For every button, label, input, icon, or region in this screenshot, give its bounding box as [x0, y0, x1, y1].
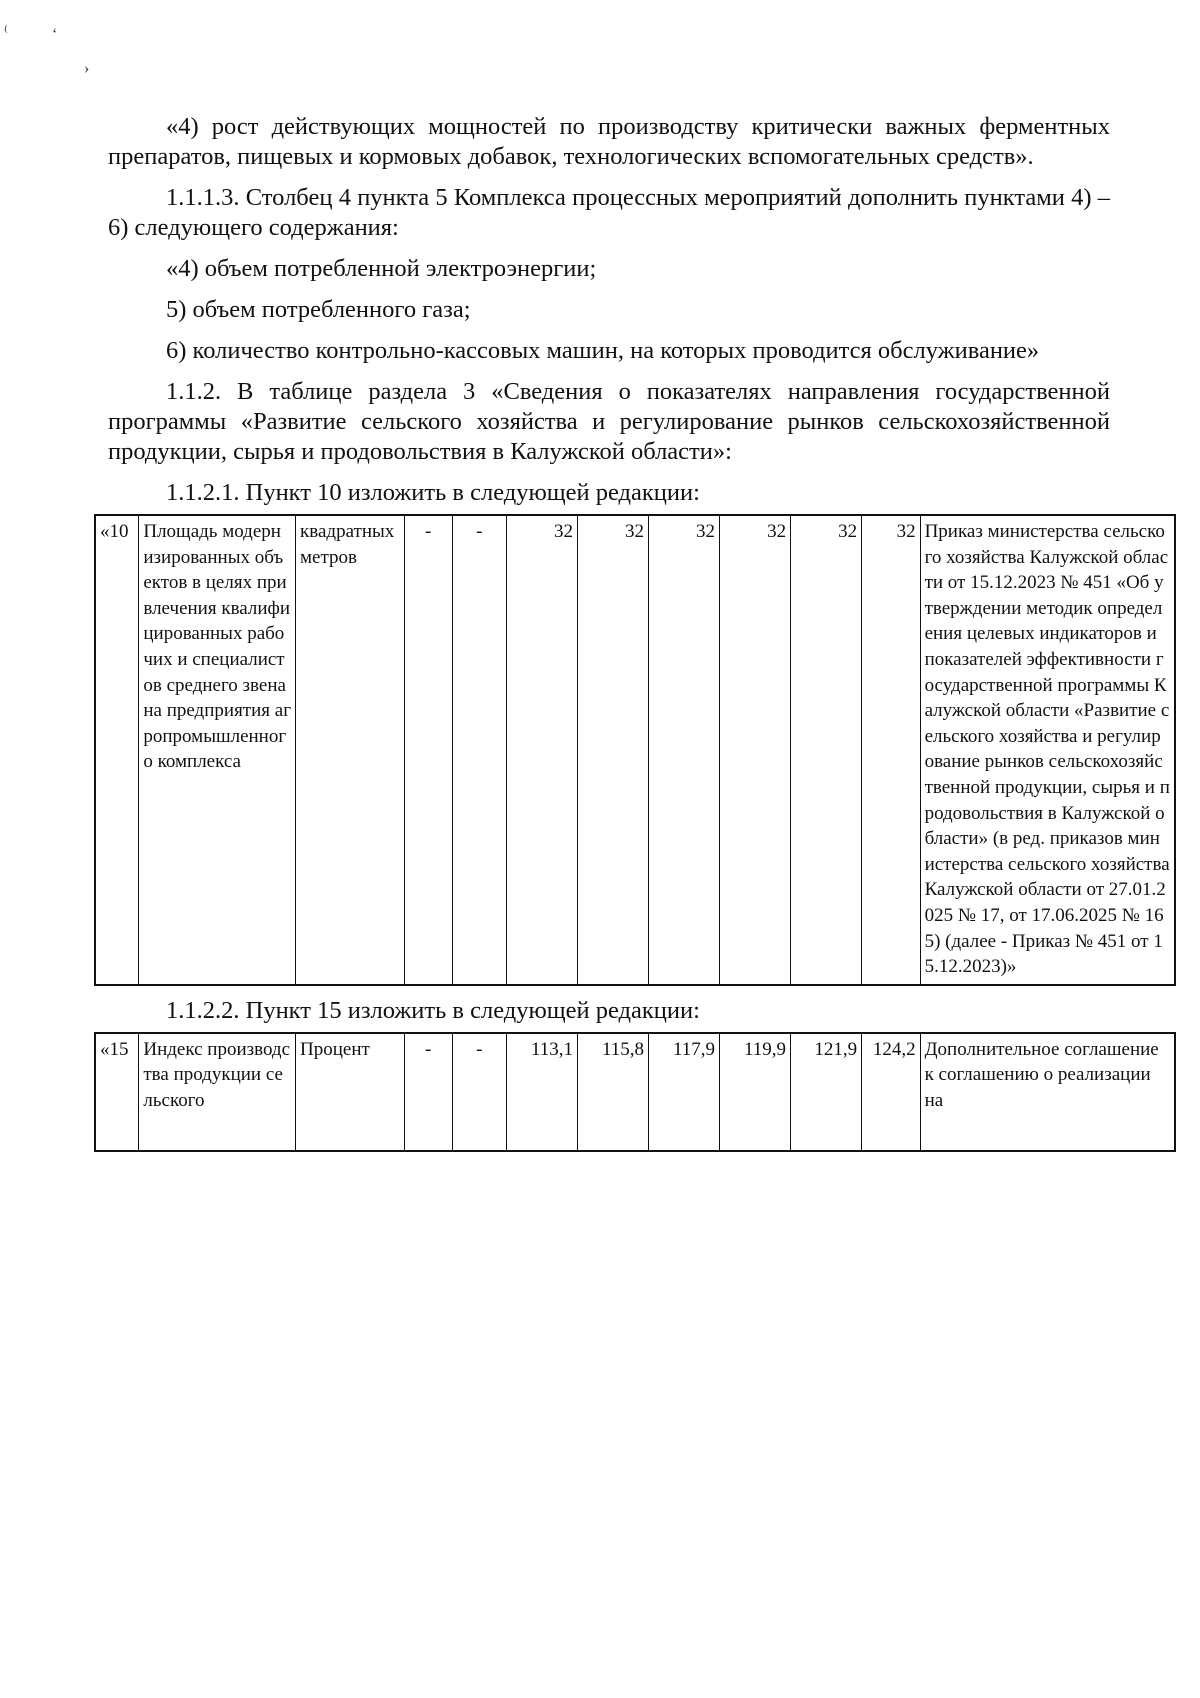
- indicator-name: Индекс производства продукции сельского: [139, 1033, 296, 1151]
- document-page: [100, 112, 1170, 1152]
- table-caption: 1.1.2.1. Пункт 10 изложить в следующей редакции:: [166, 479, 700, 506]
- value-cell: 32: [578, 515, 649, 985]
- value-cell: 115,8: [578, 1033, 649, 1151]
- value-cell: 117,9: [649, 1033, 720, 1151]
- table-caption: 1.1.2.2. Пункт 15 изложить в следующей редакции:: [166, 996, 700, 1024]
- indicator-table-10: [94, 514, 1176, 986]
- paragraph: 1.1.1.3. Столбец 4 пункта 5 Комплекса процессных мероприятий дополнить пунктами 4) – 6) следующего содержания:: [108, 184, 1110, 241]
- paragraph: «4) объем потребленной электроэнергии;: [166, 255, 597, 282]
- value-cell: 119,9: [720, 1033, 791, 1151]
- source-document-cell: Дополнительное соглашение к соглашению о реализации на: [920, 1033, 1175, 1151]
- row-number: «15: [95, 1033, 139, 1151]
- paragraph: «4) рост действующих мощностей по производству критически важных ферментных препаратов, пищевых и кормовых добавок, технологических вспомогательных средств».: [108, 113, 1110, 170]
- margin-tick: ›: [84, 60, 90, 77]
- value-cell: 32: [791, 515, 862, 985]
- indicator-table-15: [94, 1032, 1176, 1152]
- value-cell: 32: [507, 515, 578, 985]
- unit-cell: Процент: [296, 1033, 405, 1151]
- value-cell: 124,2: [862, 1033, 920, 1151]
- value-cell: -: [404, 1033, 452, 1151]
- paragraph: 5) объем потребленного газа;: [166, 296, 471, 323]
- value-cell: 32: [862, 515, 920, 985]
- value-cell: 32: [649, 515, 720, 985]
- row-number: «10: [95, 515, 139, 985]
- table-row: [95, 515, 1175, 985]
- value-cell: -: [452, 1033, 506, 1151]
- margin-tick: ʻ: [52, 26, 58, 43]
- value-cell: 121,9: [791, 1033, 862, 1151]
- value-cell: -: [404, 515, 452, 985]
- indicator-name: Площадь модернизированных объектов в целях привлечения квалифицированных рабочих и специалистов среднего звена на предприятия агропромышленного комплекса: [139, 515, 296, 985]
- table-row: [95, 1033, 1175, 1151]
- value-cell: 32: [720, 515, 791, 985]
- paragraph: 6) количество контрольно-кассовых машин, на которых проводится обслуживание»: [166, 337, 1040, 364]
- value-cell: -: [452, 515, 506, 985]
- paragraph: 1.1.2. В таблице раздела 3 «Сведения о показателях направления государственной программы «Развитие сельского хозяйства и регулирование рынков сельскохозяйственной продукции, сырья и продовольствия в Калужской области»:: [108, 378, 1110, 465]
- value-cell: 113,1: [507, 1033, 578, 1151]
- margin-tick: ⁽: [4, 24, 8, 41]
- unit-cell: квадратных метров: [296, 515, 405, 985]
- source-document-cell: Приказ министерства сельского хозяйства Калужской области от 15.12.2023 № 451 «Об утверждении методик определения целевых индикаторов и показателей эффективности государственной программы Калужской области «Развитие сельского хозяйства и регулирование рынков сельскохозяйственной продукции, сырья и продовольствия в Калужской области» (в ред. приказов министерства сельского хозяйства Калужской области от 27.01.2025 № 17, от 17.06.2025 № 165) (далее - Приказ № 451 от 15.12.2023)»: [920, 515, 1175, 985]
